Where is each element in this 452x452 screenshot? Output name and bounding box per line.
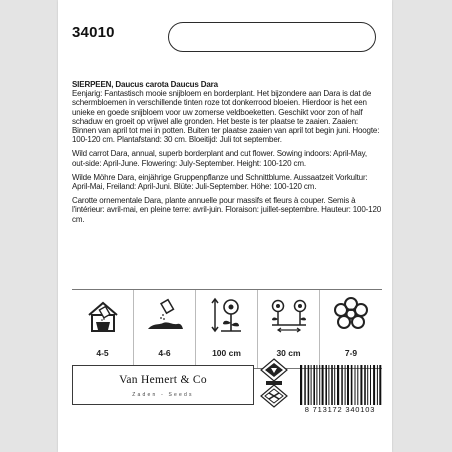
sow-indoors-months: 4-5 bbox=[96, 348, 109, 358]
description-german: Wilde Möhre Dara, einjährige Gruppenpflanze und Schnittblume. Aussaatzeit Vorkultur: April-Mai, Freiland: April-Juni. Blüte: Juli-September. Höhe: 100-120 cm. bbox=[72, 172, 368, 192]
plant-height-value: 100 cm bbox=[212, 348, 241, 358]
flowering-icon bbox=[320, 294, 382, 336]
description-english: Wild carrot Dara, annual, superb borderplant and cut flower. Sowing indoors: April-May, out-side: April-June. Flowering: July-September. Height: 100-120 cm. bbox=[72, 149, 367, 168]
brand-tagline: Zaden - Seeds bbox=[132, 392, 194, 398]
description-french: Carotte ornementale Dara, plante annuelle pour massifs et fleurs à couper. Semis à l'intérieur: avril-mai, en pleine terre: avril-juin. Floraison: juillet-septembre. Hauteur: 100-120 cm. bbox=[72, 196, 382, 224]
icon-cell-sow-outdoors bbox=[134, 290, 196, 368]
description-dutch-body: Eenjarig: Fantastisch mooie snijbloem en borderplant. Het bijzondere aan Dara is dat de schermbloemen in verschillende tinten roze tot donkerrood bloeien. Hierdoor is het een unieke en goede snijbloem voor uw zomerse veldboeketten. Geschikt voor zon of half schaduw en groeit op vrijwel alle gronden. Het beste is ter plaatse te zaaien. Zaaien: Binnen van april tot mei in potten. Buiten ter plaatse zaaien van april tot begin juni. Hoogte: 100-120 cm. Plantafstand: 30 cm. Bloeitijd: Juli tot september. bbox=[72, 89, 380, 145]
barcode-number: 8 713172 340103 bbox=[304, 405, 376, 414]
barcode bbox=[298, 365, 382, 405]
icon-cell-spacing bbox=[258, 290, 320, 368]
sow-indoors-pot-icon bbox=[72, 294, 133, 336]
icon-cell-height bbox=[196, 290, 258, 368]
icon-cell-sow-indoors bbox=[72, 290, 134, 368]
sow-outdoors-months: 4-6 bbox=[158, 348, 171, 358]
description-dutch bbox=[72, 80, 382, 144]
description-heading: SIERPEEN, Daucus carota Daucus Dara bbox=[72, 80, 218, 89]
article-number: 34010 bbox=[72, 24, 115, 41]
plant-spacing-icon bbox=[258, 294, 319, 336]
flowering-months: 7-9 bbox=[344, 348, 358, 358]
brand-box bbox=[72, 365, 254, 405]
brand-name: Van Hemert & Co bbox=[119, 374, 207, 386]
packet-window bbox=[168, 22, 376, 52]
sow-outdoors-soil-icon bbox=[134, 294, 195, 336]
brand-logo-icon bbox=[260, 358, 288, 408]
seed-packet-back bbox=[58, 0, 392, 452]
description-block bbox=[72, 80, 382, 229]
plant-spacing-value: 30 cm bbox=[276, 348, 301, 358]
plant-height-icon bbox=[196, 294, 257, 336]
sowing-icons-strip bbox=[72, 289, 382, 369]
icon-cell-flowering bbox=[320, 290, 382, 368]
